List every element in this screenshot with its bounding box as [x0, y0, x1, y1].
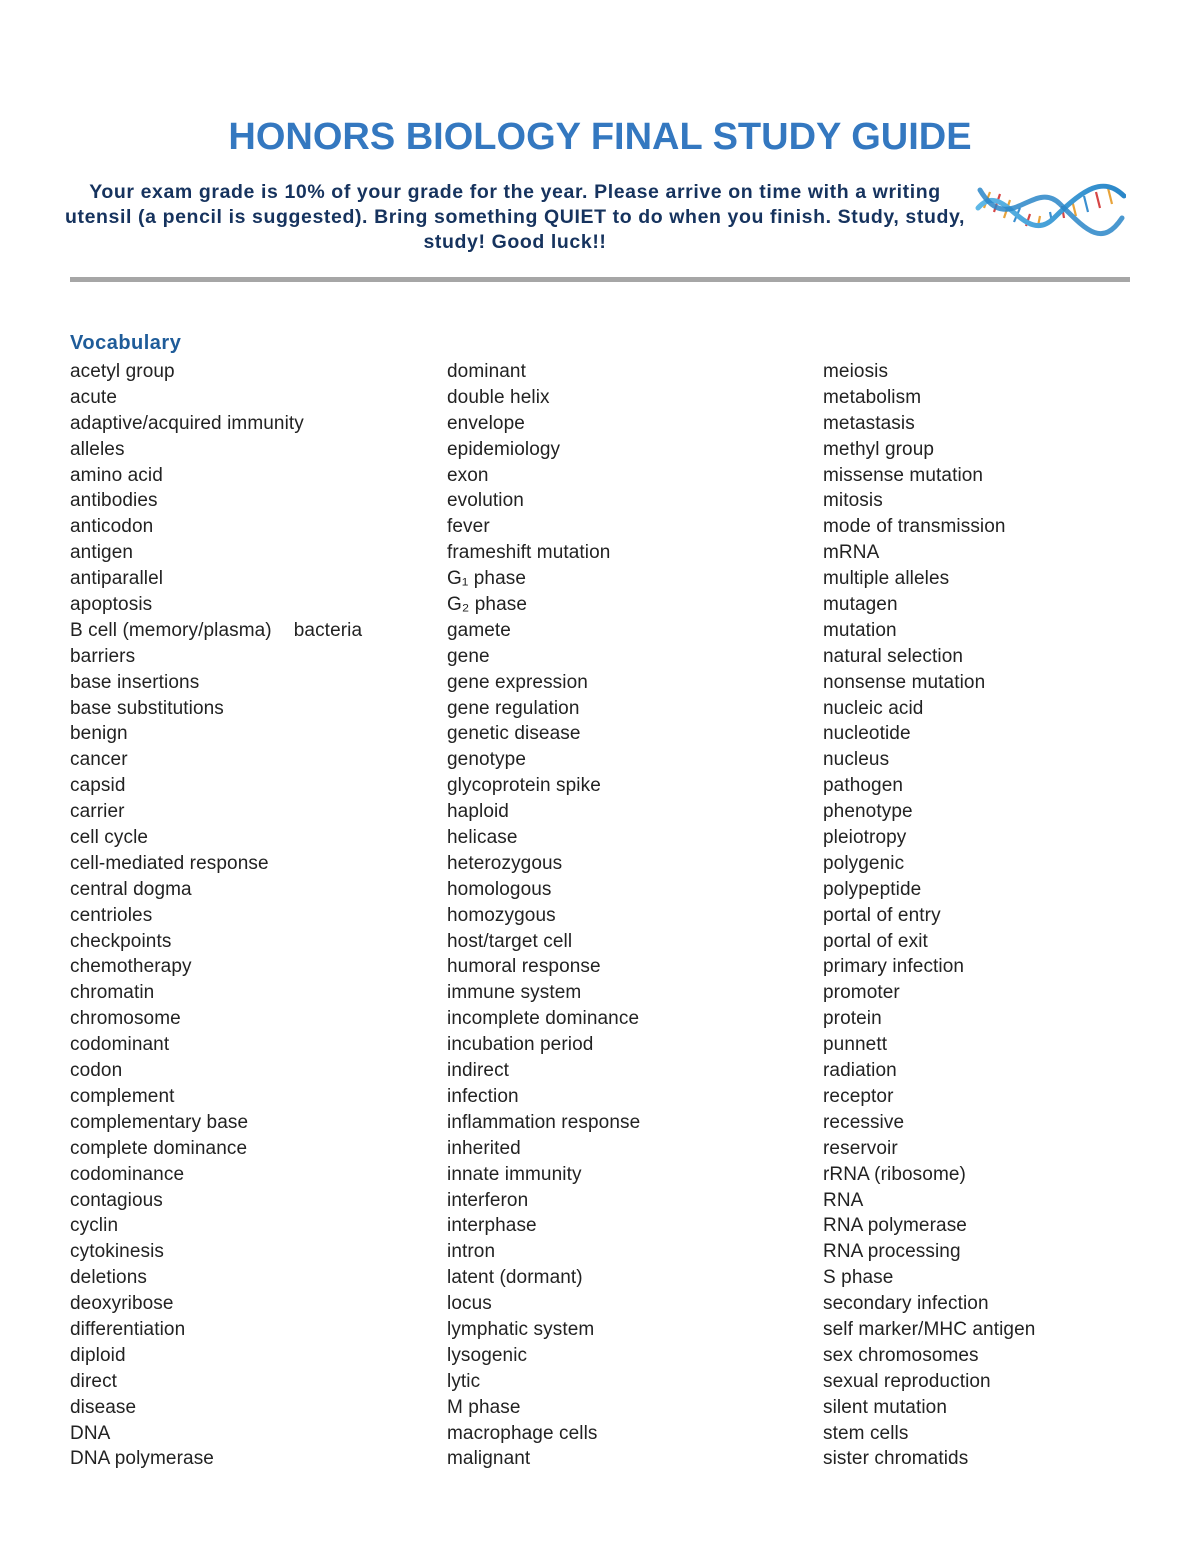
vocab-term: [70, 1136, 362, 1162]
vocab-term-text: antibodies: [70, 490, 158, 512]
vocab-term-text: meiosis: [823, 361, 889, 382]
vocab-term-text: benign: [70, 723, 128, 745]
vocab-term: [70, 1188, 362, 1214]
vocab-term: [447, 799, 640, 825]
vocab-term: [70, 747, 362, 773]
vocab-term-text: DNA: [70, 1422, 111, 1444]
vocab-term: [823, 1446, 1035, 1472]
vocab-term: [70, 877, 362, 903]
vocab-term: [447, 954, 640, 980]
vocab-term: [823, 1317, 1035, 1343]
vocab-term-text: dominant: [447, 361, 526, 382]
vocab-term: [823, 1239, 1035, 1265]
vocab-term: [447, 592, 640, 618]
vocab-term-text: cancer: [70, 749, 128, 771]
vocabulary-heading: Vocabulary: [70, 332, 182, 354]
vocab-term-text: lysogenic: [447, 1344, 528, 1366]
vocab-term-text: RNA polymerase: [823, 1215, 967, 1237]
vocab-term: [823, 799, 1035, 825]
vocab-term: [70, 1395, 362, 1421]
vocab-term-text: sexual reproduction: [823, 1370, 991, 1392]
vocab-term: [447, 540, 640, 566]
vocab-term-text: polygenic: [823, 852, 905, 874]
vocab-term-text: acetyl group: [70, 361, 175, 382]
vocab-term-text: chromosome: [70, 1008, 181, 1030]
vocab-term: [823, 825, 1035, 851]
vocab-term-text: RNA processing: [823, 1241, 961, 1263]
vocab-term: [70, 540, 362, 566]
dna-helix-icon: [974, 178, 1126, 242]
vocab-term: [70, 385, 362, 411]
vocab-term: [70, 1058, 362, 1084]
vocab-term: [70, 411, 362, 437]
vocab-term: [70, 1032, 362, 1058]
vocab-term: [447, 488, 640, 514]
vocab-term-text: glycoprotein spike: [447, 775, 601, 797]
vocab-term-text: natural selection: [823, 645, 964, 667]
vocab-term: [823, 1369, 1035, 1395]
vocab-term: [70, 618, 362, 644]
vocab-term: [70, 437, 362, 463]
vocab-term-text: primary infection: [823, 956, 965, 978]
vocab-term-text: innate immunity: [447, 1163, 582, 1185]
vocab-term: [447, 1317, 640, 1343]
vocab-term-text: antiparallel: [70, 568, 164, 590]
vocab-term: [70, 773, 362, 799]
vocab-term: [70, 644, 362, 670]
vocab-term-text: secondary infection: [823, 1293, 989, 1315]
vocab-term: [70, 592, 362, 618]
vocab-term: [70, 359, 362, 385]
vocab-term: [447, 721, 640, 747]
vocab-term: [823, 851, 1035, 877]
vocab-term: [823, 1343, 1035, 1369]
vocab-term: [447, 463, 640, 489]
vocab-term: [823, 592, 1035, 618]
vocab-term-text: chromatin: [70, 982, 155, 1004]
vocab-term: [70, 1084, 362, 1110]
vocab-term: [447, 514, 640, 540]
vocab-term: [447, 1162, 640, 1188]
vocab-term-text: receptor: [823, 1085, 894, 1107]
vocab-term: [823, 385, 1035, 411]
vocab-term: [70, 1343, 362, 1369]
vocab-term-text: S phase: [823, 1267, 894, 1289]
vocab-term-text: epidemiology: [447, 438, 561, 460]
vocab-term: [70, 1110, 362, 1136]
vocab-term: [70, 1317, 362, 1343]
vocab-term-text: exon: [447, 464, 489, 486]
vocab-term-text: punnett: [823, 1034, 888, 1056]
vocab-term: [447, 1110, 640, 1136]
vocab-term: [70, 566, 362, 592]
vocab-term: [447, 566, 640, 592]
vocab-term: [447, 1291, 640, 1317]
vocab-term-text: lymphatic system: [447, 1318, 595, 1340]
vocab-term-text: adaptive/acquired immunity: [70, 412, 304, 434]
vocab-term-text: portal of exit: [823, 930, 928, 952]
vocab-term-text: missense mutation: [823, 464, 984, 486]
vocab-term-text: latent (dormant): [447, 1267, 583, 1289]
vocab-term: [823, 670, 1035, 696]
vocab-term: [70, 825, 362, 851]
vocab-term: [70, 1213, 362, 1239]
vocab-term-text: recessive: [823, 1111, 905, 1133]
vocab-term-text: gamete: [447, 619, 511, 641]
vocab-term-text: nucleus: [823, 749, 890, 771]
vocab-term: [447, 773, 640, 799]
vocab-term-text: helicase: [447, 827, 518, 849]
vocab-term-text: amino acid: [70, 464, 163, 486]
horizontal-divider: [70, 277, 1130, 282]
vocab-term-text: M phase: [447, 1396, 521, 1418]
vocab-term: [447, 1006, 640, 1032]
vocab-term: [447, 1265, 640, 1291]
vocab-term-text: double helix: [447, 386, 550, 408]
vocab-term-text: base substitutions: [70, 697, 224, 719]
vocab-term: [823, 980, 1035, 1006]
vocab-term: [70, 696, 362, 722]
vocab-term-text: evolution: [447, 490, 524, 512]
vocab-term-text: codominant: [70, 1034, 170, 1056]
vocab-term-text: apoptosis: [70, 594, 153, 616]
vocab-term-text: infection: [447, 1085, 519, 1107]
vocab-term-text: indirect: [447, 1060, 510, 1082]
vocab-term-text: rRNA (ribosome): [823, 1163, 966, 1185]
vocab-term-text: checkpoints: [70, 930, 172, 952]
vocab-term-extra: bacteria: [293, 619, 363, 641]
vocab-term-text: base insertions: [70, 671, 200, 693]
vocab-term: [823, 903, 1035, 929]
vocab-term: [823, 773, 1035, 799]
vocab-term: [823, 359, 1035, 385]
vocab-term-text: direct: [70, 1370, 118, 1392]
vocab-term: [70, 799, 362, 825]
vocab-term-text: lytic: [447, 1370, 481, 1392]
vocab-term: [823, 644, 1035, 670]
vocab-column-2: [447, 359, 640, 1472]
vocab-term: [70, 1369, 362, 1395]
vocab-term-text: promoter: [823, 982, 900, 1004]
vocab-term-text: complement: [70, 1085, 175, 1107]
vocab-term-text: nucleic acid: [823, 697, 924, 719]
vocab-term-text: malignant: [447, 1448, 531, 1470]
vocab-term-text: silent mutation: [823, 1396, 948, 1418]
vocab-term: [447, 411, 640, 437]
vocab-term: [447, 1032, 640, 1058]
vocab-term: [447, 1395, 640, 1421]
vocab-term: [823, 1006, 1035, 1032]
vocab-term-text: contagious: [70, 1189, 163, 1211]
vocab-term-text: incubation period: [447, 1034, 594, 1056]
vocab-term-text: codominance: [70, 1163, 185, 1185]
vocab-term-text: metabolism: [823, 386, 922, 408]
vocab-term: [447, 1343, 640, 1369]
vocab-term: [70, 903, 362, 929]
vocab-term: [447, 1421, 640, 1447]
vocab-term-text: genotype: [447, 749, 526, 771]
vocab-term-text: homozygous: [447, 904, 556, 926]
vocab-term-text: sex chromosomes: [823, 1344, 979, 1366]
vocab-term-text: nucleotide: [823, 723, 911, 745]
vocab-term: [823, 1110, 1035, 1136]
vocab-term: [823, 1136, 1035, 1162]
vocab-term: [70, 721, 362, 747]
vocab-term-text: host/target cell: [447, 930, 573, 952]
vocab-term: [70, 514, 362, 540]
vocab-term: [447, 747, 640, 773]
vocab-term: [447, 1136, 640, 1162]
vocab-term: [823, 1265, 1035, 1291]
vocab-column-3: [823, 359, 1035, 1472]
vocab-term: [70, 1446, 362, 1472]
vocab-term: [447, 1084, 640, 1110]
vocab-term-text: B cell (memory/plasma): [70, 619, 272, 641]
vocab-term: [823, 514, 1035, 540]
vocab-term: [823, 1395, 1035, 1421]
vocab-term-text: RNA: [823, 1189, 864, 1211]
vocab-term: [447, 644, 640, 670]
vocab-term-text: central dogma: [70, 878, 192, 900]
vocab-term: [447, 696, 640, 722]
vocab-term: [70, 1421, 362, 1447]
vocab-term: [447, 437, 640, 463]
vocab-term-text: deoxyribose: [70, 1293, 174, 1315]
vocab-term-text: homologous: [447, 878, 552, 900]
vocab-term: [823, 1421, 1035, 1447]
vocab-term: [447, 851, 640, 877]
vocab-term-text: self marker/MHC antigen: [823, 1318, 1036, 1340]
vocab-term: [823, 721, 1035, 747]
vocab-term-text: disease: [70, 1396, 137, 1418]
vocab-term-text: interphase: [447, 1215, 537, 1237]
vocab-term-text: differentiation: [70, 1318, 186, 1340]
vocab-term: [70, 929, 362, 955]
vocab-term: [70, 1265, 362, 1291]
vocab-term-text: gene expression: [447, 671, 588, 693]
vocab-term: [447, 1188, 640, 1214]
vocab-term: [70, 488, 362, 514]
vocab-term: [70, 1239, 362, 1265]
vocab-term-text: pathogen: [823, 775, 904, 797]
vocab-term-text: inherited: [447, 1137, 521, 1159]
vocab-term-text: chemotherapy: [70, 956, 192, 978]
vocab-term-text: phenotype: [823, 801, 913, 823]
vocab-term-text: carrier: [70, 801, 125, 823]
vocab-term-text: capsid: [70, 775, 126, 797]
intro-paragraph: Your exam grade is 10% of your grade for the year. Please arrive on time with a writing utensil (a pencil is suggested). Bring something QUIET to do when you finish. Study, study, study! Good luck!!: [64, 181, 965, 253]
vocab-term: [823, 618, 1035, 644]
vocab-term-text: protein: [823, 1008, 882, 1030]
vocab-term: [823, 747, 1035, 773]
vocab-term: [70, 851, 362, 877]
vocab-term: [70, 1006, 362, 1032]
vocab-term-text: interferon: [447, 1189, 529, 1211]
vocab-term-text: sister chromatids: [823, 1448, 969, 1470]
vocab-term-text: G₁ phase: [447, 568, 527, 590]
vocab-term: [447, 618, 640, 644]
vocab-term-text: DNA polymerase: [70, 1448, 214, 1470]
vocab-term-text: macrophage cells: [447, 1422, 598, 1444]
vocab-term: [823, 1188, 1035, 1214]
vocab-term: [70, 1162, 362, 1188]
vocab-term-text: reservoir: [823, 1137, 898, 1159]
vocab-column-1: [70, 359, 362, 1472]
vocab-term-text: gene: [447, 645, 490, 667]
vocab-term-text: mRNA: [823, 542, 880, 564]
vocab-term-text: anticodon: [70, 516, 154, 538]
vocab-term: [447, 877, 640, 903]
vocab-term-text: cell-mediated response: [70, 852, 269, 874]
vocab-term: [823, 1291, 1035, 1317]
vocab-term: [823, 696, 1035, 722]
vocab-term-text: stem cells: [823, 1422, 909, 1444]
vocab-term: [447, 980, 640, 1006]
vocab-term-text: mode of transmission: [823, 516, 1006, 538]
vocab-term-text: mutagen: [823, 594, 898, 616]
vocab-term: [823, 929, 1035, 955]
vocab-term: [823, 1213, 1035, 1239]
vocab-term-text: immune system: [447, 982, 582, 1004]
vocab-term-text: locus: [447, 1293, 492, 1315]
vocab-term-text: mutation: [823, 619, 897, 641]
vocab-term-text: cell cycle: [70, 827, 149, 849]
vocab-term: [823, 954, 1035, 980]
vocab-term-text: cyclin: [70, 1215, 119, 1237]
vocab-term: [823, 463, 1035, 489]
vocab-term: [823, 1162, 1035, 1188]
vocab-term: [70, 954, 362, 980]
vocab-term-text: alleles: [70, 438, 125, 460]
vocab-term: [823, 1058, 1035, 1084]
vocab-term-text: intron: [447, 1241, 496, 1263]
vocab-term-text: frameshift mutation: [447, 542, 611, 564]
vocab-term-text: polypeptide: [823, 878, 922, 900]
vocab-term: [823, 437, 1035, 463]
vocab-term: [823, 1084, 1035, 1110]
vocab-term: [447, 1446, 640, 1472]
vocab-term-text: genetic disease: [447, 723, 581, 745]
vocab-term-text: radiation: [823, 1060, 897, 1082]
vocab-term-text: diploid: [70, 1344, 126, 1366]
vocab-term: [70, 670, 362, 696]
vocab-term: [823, 411, 1035, 437]
vocab-term: [447, 903, 640, 929]
vocab-term-text: complementary base: [70, 1111, 249, 1133]
vocab-term-text: G₂ phase: [447, 594, 528, 616]
vocab-term: [447, 359, 640, 385]
vocab-term: [70, 1291, 362, 1317]
vocab-term-text: methyl group: [823, 438, 935, 460]
vocab-term-text: cytokinesis: [70, 1241, 165, 1263]
vocab-term-text: gene regulation: [447, 697, 580, 719]
vocab-term-text: acute: [70, 386, 117, 408]
vocab-term-text: inflammation response: [447, 1111, 641, 1133]
vocab-term: [823, 1032, 1035, 1058]
vocab-term: [447, 825, 640, 851]
vocab-term: [823, 566, 1035, 592]
vocab-term-text: deletions: [70, 1267, 147, 1289]
vocab-term-text: centrioles: [70, 904, 153, 926]
vocab-term-text: codon: [70, 1060, 123, 1082]
vocab-term: [447, 1058, 640, 1084]
vocab-term-text: fever: [447, 516, 490, 538]
vocab-term-text: haploid: [447, 801, 509, 823]
vocab-term-text: mitosis: [823, 490, 883, 512]
vocab-term-text: incomplete dominance: [447, 1008, 640, 1030]
vocab-term: [823, 877, 1035, 903]
vocab-term-text: multiple alleles: [823, 568, 950, 590]
vocab-term-text: metastasis: [823, 412, 915, 434]
vocab-term-text: envelope: [447, 412, 525, 434]
vocab-term: [447, 1239, 640, 1265]
vocab-term-text: humoral response: [447, 956, 601, 978]
vocab-term-text: barriers: [70, 645, 136, 667]
vocab-term: [823, 488, 1035, 514]
vocab-term-text: portal of entry: [823, 904, 941, 926]
vocab-term: [447, 385, 640, 411]
vocab-term: [447, 929, 640, 955]
vocab-term-text: antigen: [70, 542, 134, 564]
vocab-term-text: heterozygous: [447, 852, 563, 874]
vocab-term: [447, 670, 640, 696]
vocab-term: [823, 540, 1035, 566]
vocab-term-text: complete dominance: [70, 1137, 248, 1159]
page-title: HONORS BIOLOGY FINAL STUDY GUIDE: [228, 116, 972, 158]
vocab-term: [447, 1213, 640, 1239]
vocab-term-text: nonsense mutation: [823, 671, 986, 693]
vocab-term-text: pleiotropy: [823, 827, 907, 849]
vocab-term: [70, 463, 362, 489]
vocab-term: [447, 1369, 640, 1395]
vocab-term: [70, 980, 362, 1006]
